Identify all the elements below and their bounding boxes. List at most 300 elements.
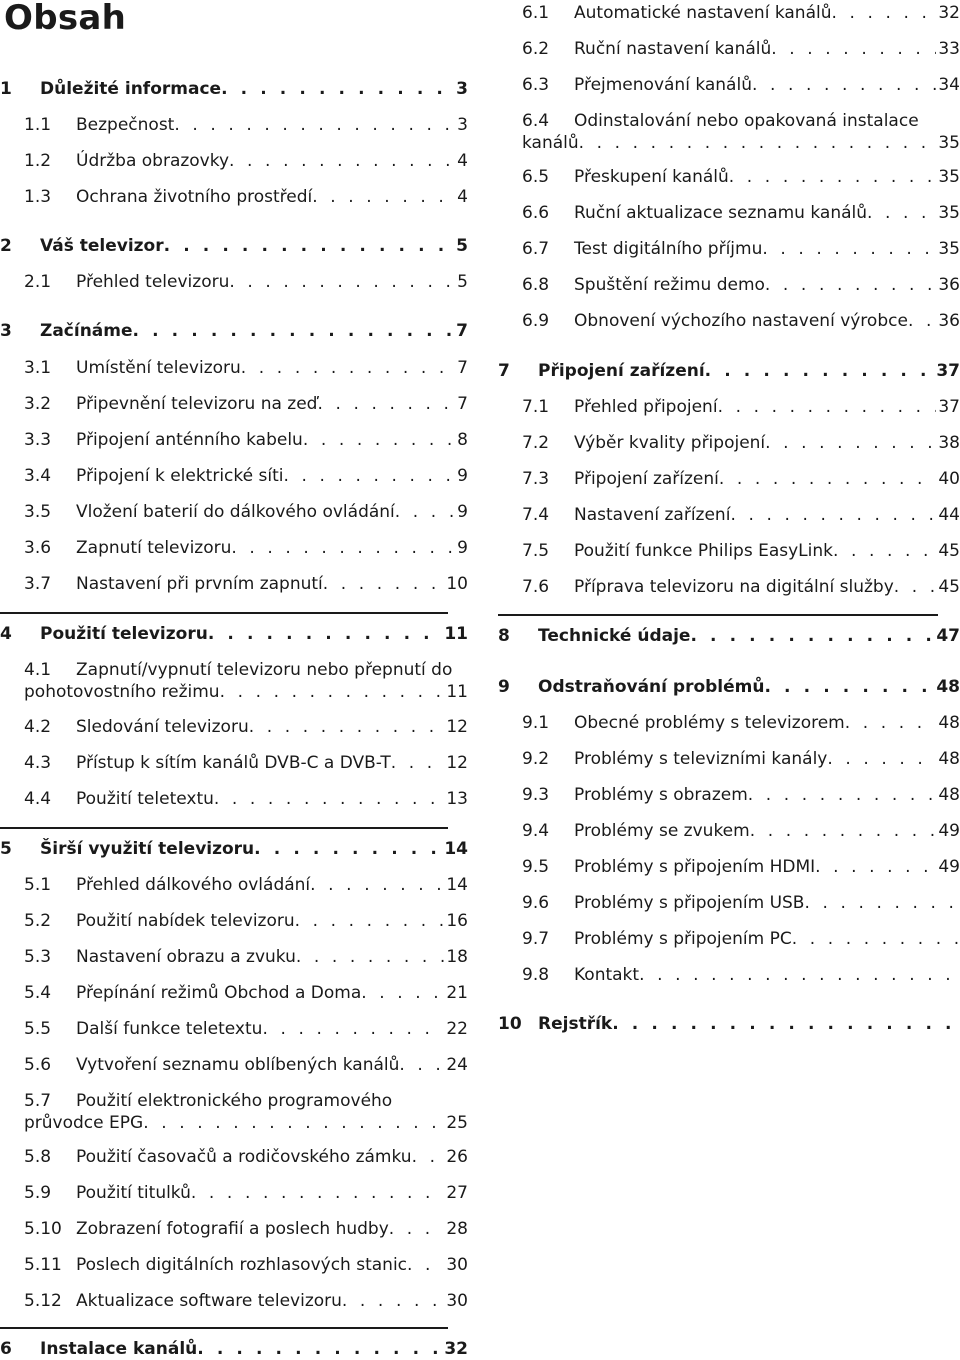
toc-page-number: 48 <box>938 749 960 769</box>
chapter-divider <box>0 1327 448 1329</box>
toc-page-number: 14 <box>446 875 468 895</box>
toc-page-number: 3 <box>457 115 468 135</box>
toc-entry[interactable] <box>0 910 468 932</box>
toc-page-number: 45 <box>938 577 960 597</box>
toc-entry[interactable] <box>0 114 468 136</box>
toc-page-number: 28 <box>446 1219 468 1239</box>
dot-leader <box>719 468 936 490</box>
toc-number: 6.8 <box>522 275 550 295</box>
dot-leader <box>612 1013 958 1035</box>
toc-title: Začínáme <box>40 321 133 341</box>
toc-page-number: 9 <box>457 466 468 486</box>
toc-number: 2.1 <box>24 272 52 292</box>
toc-number: 3.2 <box>24 394 52 414</box>
toc-title: Ochrana životního prostředí <box>76 187 313 207</box>
toc-title: Zobrazení fotografií a poslech hudby <box>76 1219 389 1239</box>
toc-number: 9.7 <box>522 929 550 949</box>
dot-leader <box>765 274 936 296</box>
toc-title-line1: Zapnutí/vypnutí televizoru nebo přepnutí do <box>76 660 453 680</box>
toc-title: Problémy s připojením USB <box>574 893 805 913</box>
toc-title: Připojení anténního kabelu <box>76 430 303 450</box>
toc-entry[interactable] <box>498 784 960 806</box>
toc-title: Problémy s připojením HDMI <box>574 857 816 877</box>
toc-title: Připevnění televizoru na zeď <box>76 394 318 414</box>
toc-page-number: 7 <box>457 358 468 378</box>
toc-number: 9.5 <box>522 857 550 877</box>
dot-leader <box>191 1182 444 1204</box>
dot-leader <box>391 752 445 774</box>
toc-title: Použití titulků <box>76 1183 191 1203</box>
toc-entry[interactable] <box>0 150 468 172</box>
toc-entry[interactable] <box>498 396 960 418</box>
toc-entry[interactable] <box>498 748 960 770</box>
toc-title: průvodce EPG <box>24 1113 144 1133</box>
toc-entry[interactable] <box>498 238 960 260</box>
toc-entry[interactable] <box>498 964 960 986</box>
toc-title: Obecné problémy s televizorem <box>574 713 845 733</box>
dot-leader <box>750 820 937 842</box>
dot-leader <box>197 1338 442 1360</box>
toc-title: Nastavení při prvním zapnutí <box>76 574 323 594</box>
toc-page-number: 32 <box>444 1339 468 1359</box>
toc-entry[interactable] <box>0 537 468 559</box>
dot-leader <box>399 1054 444 1076</box>
toc-chapter[interactable] <box>0 623 468 645</box>
toc-number: 1 <box>0 79 12 99</box>
toc-page-number: 8 <box>457 430 468 450</box>
toc-number: 6.7 <box>522 239 550 259</box>
dot-leader <box>827 748 936 770</box>
toc-page-number: 26 <box>446 1147 468 1167</box>
toc-number: 5.8 <box>24 1147 52 1167</box>
toc-number: 9 <box>498 677 510 697</box>
toc-title: Aktualizace software televizoru <box>76 1291 342 1311</box>
toc-chapter[interactable] <box>498 676 960 698</box>
toc-number: 4.2 <box>24 717 52 737</box>
toc-entry[interactable] <box>498 892 960 914</box>
toc-page-number: 11 <box>446 682 468 702</box>
dot-leader <box>729 166 937 188</box>
toc-entry[interactable] <box>0 946 468 968</box>
toc-page-number: 10 <box>446 574 468 594</box>
toc-number: 10 <box>498 1014 522 1034</box>
toc-number: 5.9 <box>24 1183 52 1203</box>
toc-number: 6.6 <box>522 203 550 223</box>
page-title: Obsah <box>4 0 127 38</box>
toc-page-number: 18 <box>446 947 468 967</box>
toc-page-number: 25 <box>446 1113 468 1133</box>
toc-number: 9.8 <box>522 965 550 985</box>
toc-title-line1: Odinstalování nebo opakovaná instalace <box>574 111 919 131</box>
toc-number: 5.1 <box>24 875 52 895</box>
toc-title: Přeskupení kanálů <box>574 167 729 187</box>
toc-title: Vložení baterií do dálkového ovládání <box>76 502 395 522</box>
toc-number: 7.6 <box>522 577 550 597</box>
toc-title: Kontakt <box>574 965 640 985</box>
toc-title: Ruční aktualizace seznamu kanálů <box>574 203 868 223</box>
toc-entry[interactable] <box>498 820 960 842</box>
toc-number: 9.4 <box>522 821 550 841</box>
dot-leader <box>164 235 455 257</box>
toc-entry[interactable] <box>0 501 468 523</box>
dot-leader <box>804 892 958 914</box>
dot-leader <box>395 501 455 523</box>
toc-title: Použití časovačů a rodičovského zámku <box>76 1147 412 1167</box>
toc-number: 6.1 <box>522 3 550 23</box>
toc-title: Použití funkce Philips EasyLink <box>574 541 833 561</box>
toc-page-number: 3 <box>456 79 468 99</box>
dot-leader <box>229 271 455 293</box>
toc-number: 6.4 <box>522 111 550 131</box>
dot-leader <box>845 712 937 734</box>
toc-number: 3.4 <box>24 466 52 486</box>
toc-title: Nastavení obrazu a zvuku <box>76 947 296 967</box>
toc-number: 3.6 <box>24 538 52 558</box>
dot-leader <box>229 150 455 172</box>
toc-number: 5.10 <box>24 1219 62 1239</box>
toc-number: 4.1 <box>24 660 52 680</box>
toc-page-number: 16 <box>446 911 468 931</box>
dot-leader <box>718 396 937 418</box>
toc-number: 5.7 <box>24 1091 52 1111</box>
toc-title: Nastavení zařízení <box>574 505 731 525</box>
toc-page-number: 12 <box>446 753 468 773</box>
toc-entry[interactable] <box>0 1218 468 1240</box>
toc-page-number: 35 <box>938 133 960 153</box>
toc-page-number: 36 <box>938 275 960 295</box>
toc-page-number: 22 <box>446 1019 468 1039</box>
toc-title: Automatické nastavení kanálů <box>574 3 832 23</box>
toc-title: Připojení zařízení <box>574 469 719 489</box>
toc-number: 9.6 <box>522 893 550 913</box>
toc-page-number: 13 <box>446 789 468 809</box>
toc-chapter[interactable] <box>0 1338 468 1360</box>
toc-title: Umístění televizoru <box>76 358 241 378</box>
toc-entry[interactable] <box>0 1090 468 1134</box>
toc-number: 5.4 <box>24 983 52 1003</box>
toc-title: Další funkce teletextu <box>76 1019 263 1039</box>
toc-entry[interactable] <box>0 659 468 703</box>
chapter-divider <box>0 827 448 829</box>
toc-entry[interactable] <box>0 788 468 810</box>
toc-number: 1.1 <box>24 115 52 135</box>
toc-number: 5.11 <box>24 1255 62 1275</box>
dot-leader <box>133 320 455 342</box>
toc-number: 5.6 <box>24 1055 52 1075</box>
toc-entry[interactable] <box>0 1254 468 1276</box>
dot-leader <box>143 1112 444 1134</box>
toc-entry[interactable] <box>498 202 960 224</box>
toc-number: 9.1 <box>522 713 550 733</box>
dot-leader <box>771 38 936 60</box>
toc-entry[interactable] <box>0 465 468 487</box>
toc-page-number: 21 <box>446 983 468 1003</box>
toc-page-number: 9 <box>457 538 468 558</box>
toc-entry[interactable] <box>0 716 468 738</box>
toc-page-number: 37 <box>936 361 960 381</box>
dot-leader <box>639 964 958 986</box>
toc-title: Přehled dálkového ovládání <box>76 875 311 895</box>
toc-title: Přepínání režimů Obchod a Doma <box>76 983 362 1003</box>
toc-number: 7.2 <box>522 433 550 453</box>
dot-leader <box>174 114 455 136</box>
dot-leader <box>283 465 455 487</box>
toc-title: Použití televizoru <box>40 624 208 644</box>
dot-leader <box>303 429 455 451</box>
toc-number: 5.12 <box>24 1291 62 1311</box>
toc-number: 1.2 <box>24 151 52 171</box>
toc-number: 7.4 <box>522 505 550 525</box>
toc-title: Výběr kvality připojení <box>574 433 766 453</box>
toc-entry[interactable] <box>498 468 960 490</box>
toc-chapter[interactable] <box>0 320 468 342</box>
toc-title: Připojení zařízení <box>538 361 705 381</box>
toc-entry[interactable] <box>0 982 468 1004</box>
toc-entry[interactable] <box>498 274 960 296</box>
dot-leader <box>730 504 936 526</box>
toc-chapter[interactable] <box>498 625 960 647</box>
toc-number: 3.3 <box>24 430 52 450</box>
toc-title: Bezpečnost <box>76 115 175 135</box>
toc-entry[interactable] <box>498 110 960 154</box>
toc-entry[interactable] <box>498 74 960 96</box>
toc-number: 7 <box>498 361 510 381</box>
toc-chapter[interactable] <box>0 78 468 100</box>
toc-number: 5 <box>0 839 12 859</box>
dot-leader <box>310 874 444 896</box>
toc-title: Obnovení výchozího nastavení výrobce <box>574 311 908 331</box>
toc-title: Technické údaje <box>538 626 691 646</box>
toc-entry[interactable] <box>0 1182 468 1204</box>
toc-title: Sledování televizoru <box>76 717 249 737</box>
toc-number: 6.9 <box>522 311 550 331</box>
toc-entry[interactable] <box>0 1018 468 1040</box>
toc-entry[interactable] <box>0 874 468 896</box>
toc-number: 4.3 <box>24 753 52 773</box>
toc-title: Použití nabídek televizoru <box>76 911 295 931</box>
dot-leader <box>296 946 444 968</box>
dot-leader <box>894 576 937 598</box>
toc-number: 4 <box>0 624 12 644</box>
toc-page-number: 37 <box>938 397 960 417</box>
toc-entry[interactable] <box>0 752 468 774</box>
toc-page-number: 7 <box>456 321 468 341</box>
dot-leader <box>231 537 455 559</box>
toc-entry[interactable] <box>0 186 468 208</box>
dot-leader <box>792 928 958 950</box>
toc-page-number: 33 <box>938 39 960 59</box>
dot-leader <box>389 1218 445 1240</box>
dot-leader <box>249 716 445 738</box>
toc-page-number: 35 <box>938 203 960 223</box>
toc-page-number: 11 <box>444 624 468 644</box>
dot-leader <box>412 1146 445 1168</box>
toc-page-number: 48 <box>938 713 960 733</box>
toc-title: Připojení k elektrické síti <box>76 466 284 486</box>
toc-entry[interactable] <box>498 540 960 562</box>
toc-entry[interactable] <box>498 504 960 526</box>
toc-entry[interactable] <box>0 429 468 451</box>
toc-number: 6.2 <box>522 39 550 59</box>
toc-title: Problémy s obrazem <box>574 785 748 805</box>
toc-title: Odstraňování problémů <box>538 677 765 697</box>
toc-page-number: 32 <box>938 3 960 23</box>
toc-entry[interactable] <box>498 166 960 188</box>
toc-page-number: 35 <box>938 239 960 259</box>
dot-leader <box>690 625 934 647</box>
toc-number: 7.1 <box>522 397 550 417</box>
toc-number: 3.7 <box>24 574 52 594</box>
dot-leader <box>317 393 455 415</box>
toc-number: 7.5 <box>522 541 550 561</box>
toc-title: Problémy s připojením PC <box>574 929 792 949</box>
toc-page-number: 34 <box>938 75 960 95</box>
toc-page-number: 5 <box>457 272 468 292</box>
toc-title: Přehled připojení <box>574 397 718 417</box>
toc-title: Použití teletextu <box>76 789 214 809</box>
toc-page-number: 48 <box>938 785 960 805</box>
toc-title-line1: Použití elektronického programového <box>76 1091 393 1111</box>
toc-entry[interactable] <box>0 1146 468 1168</box>
dot-leader <box>220 681 445 703</box>
toc-entry[interactable] <box>498 928 960 950</box>
toc-title: Údržba obrazovky <box>76 151 230 171</box>
dot-leader <box>748 784 937 806</box>
dot-leader <box>241 357 455 379</box>
toc-number: 9.2 <box>522 749 550 769</box>
toc-page-number: 24 <box>446 1055 468 1075</box>
dot-leader <box>705 360 935 382</box>
toc-title: Problémy se zvukem <box>574 821 750 841</box>
toc-number: 6.3 <box>522 75 550 95</box>
toc-number: 4.4 <box>24 789 52 809</box>
toc-page-number: 5 <box>456 236 468 256</box>
toc-number: 9.3 <box>522 785 550 805</box>
toc-page-number: 35 <box>938 167 960 187</box>
toc-title: Přístup k sítím kanálů DVB-C a DVB-T <box>76 753 391 773</box>
toc-title: Rejstřík <box>538 1014 613 1034</box>
chapter-divider <box>498 614 938 616</box>
toc-number: 3 <box>0 321 12 341</box>
toc-page-number: 12 <box>446 717 468 737</box>
toc-title: Širší využití televizoru <box>40 839 255 859</box>
toc-number: 1.3 <box>24 187 52 207</box>
toc-number: 6.5 <box>522 167 550 187</box>
dot-leader <box>342 1290 444 1312</box>
dot-leader <box>407 1254 444 1276</box>
dot-leader <box>295 910 445 932</box>
dot-leader <box>262 1018 444 1040</box>
dot-leader <box>752 74 936 96</box>
toc-entry[interactable] <box>498 432 960 454</box>
toc-page-number: 30 <box>446 1291 468 1311</box>
toc-page-number: 47 <box>936 626 960 646</box>
toc-entry[interactable] <box>0 573 468 595</box>
dot-leader <box>908 310 936 332</box>
toc-page-number: 4 <box>457 187 468 207</box>
dot-leader <box>361 982 444 1004</box>
toc-entry[interactable] <box>498 856 960 878</box>
toc-page-number: 14 <box>444 839 468 859</box>
toc-title: Vytvoření seznamu oblíbených kanálů <box>76 1055 400 1075</box>
toc-title: Problémy s televizními kanály <box>574 749 828 769</box>
toc-entry[interactable] <box>498 38 960 60</box>
toc-page-number: 44 <box>938 505 960 525</box>
dot-leader <box>762 238 936 260</box>
toc-number: 7.3 <box>522 469 550 489</box>
toc-entry[interactable] <box>498 310 960 332</box>
toc-number: 6 <box>0 1339 12 1359</box>
toc-entry[interactable] <box>498 712 960 734</box>
dot-leader <box>815 856 936 878</box>
dot-leader <box>254 838 442 860</box>
toc-chapter[interactable] <box>0 838 468 860</box>
toc-page-number: 45 <box>938 541 960 561</box>
toc-title: Přejmenování kanálů <box>574 75 752 95</box>
toc-number: 5.3 <box>24 947 52 967</box>
toc-page-number: 4 <box>457 151 468 171</box>
dot-leader <box>832 2 937 24</box>
chapter-divider <box>0 612 448 614</box>
toc-number: 3.1 <box>24 358 52 378</box>
dot-leader <box>867 202 936 224</box>
toc-page-number: 40 <box>938 469 960 489</box>
toc-page-number: 38 <box>938 433 960 453</box>
toc-page-number: 48 <box>936 677 960 697</box>
dot-leader <box>221 78 454 100</box>
toc-number: 5.5 <box>24 1019 52 1039</box>
toc-title: Důležité informace <box>40 79 222 99</box>
toc-chapter[interactable] <box>498 360 960 382</box>
toc-title: Zapnutí televizoru <box>76 538 232 558</box>
dot-leader <box>208 623 443 645</box>
toc-title: kanálů <box>522 133 579 153</box>
toc-entry[interactable] <box>0 271 468 293</box>
toc-chapter[interactable] <box>0 235 468 257</box>
toc-chapter[interactable] <box>498 1013 960 1035</box>
toc-entry[interactable] <box>0 1290 468 1312</box>
toc-page-number: 49 <box>938 821 960 841</box>
dot-leader <box>764 676 934 698</box>
dot-leader <box>833 540 936 562</box>
toc-entry[interactable] <box>0 393 468 415</box>
toc-title: Ruční nastavení kanálů <box>574 39 772 59</box>
toc-page-number: 36 <box>938 311 960 331</box>
toc-page-number: 30 <box>446 1255 468 1275</box>
toc-number: 5.2 <box>24 911 52 931</box>
toc-page-number: 27 <box>446 1183 468 1203</box>
toc-title: Poslech digitálních rozhlasových stanic <box>76 1255 408 1275</box>
toc-title: Přehled televizoru <box>76 272 230 292</box>
dot-leader <box>579 132 937 154</box>
dot-leader <box>214 788 444 810</box>
toc-entry[interactable] <box>0 1054 468 1076</box>
toc-number: 3.5 <box>24 502 52 522</box>
toc-title: Váš televizor <box>40 236 164 256</box>
toc-title: Spuštění režimu demo <box>574 275 765 295</box>
toc-entry[interactable] <box>498 576 960 598</box>
toc-page-number: 49 <box>938 857 960 877</box>
toc-number: 2 <box>0 236 12 256</box>
toc-number: 8 <box>498 626 510 646</box>
toc-entry[interactable] <box>0 357 468 379</box>
toc-title: Test digitálního příjmu <box>574 239 763 259</box>
toc-title: pohotovostního režimu <box>24 682 220 702</box>
dot-leader <box>312 186 455 208</box>
dot-leader <box>765 432 936 454</box>
toc-page-number: 7 <box>457 394 468 414</box>
toc-entry[interactable] <box>498 2 960 24</box>
